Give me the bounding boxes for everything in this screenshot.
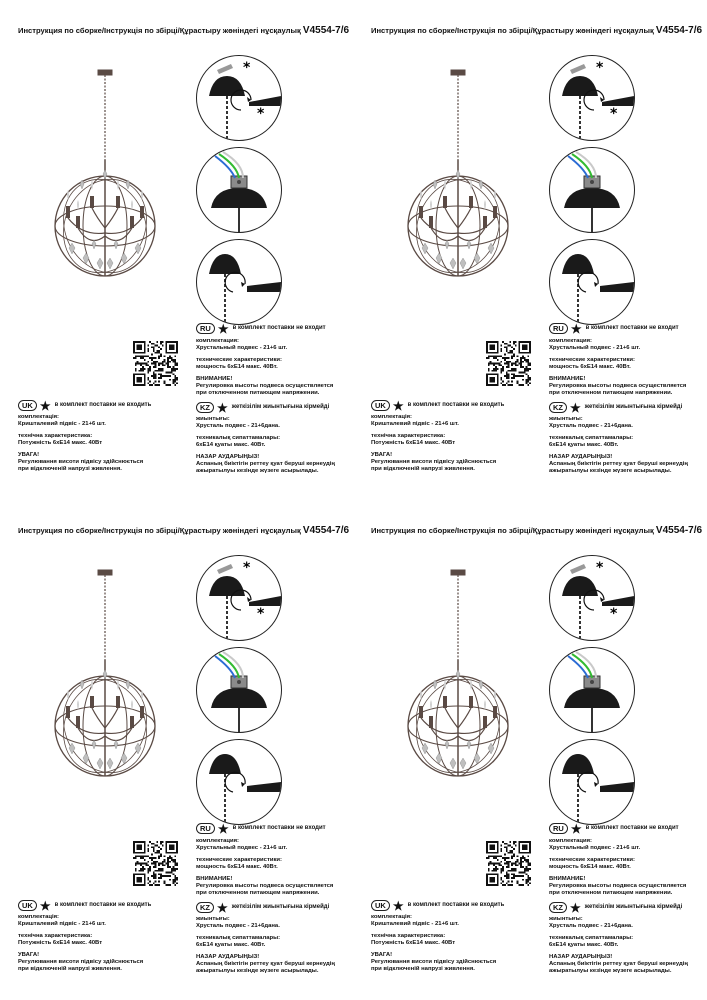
height-adjust-step-icon (550, 240, 634, 324)
step-circle (196, 55, 282, 141)
uk-section: UK ★ в комплект поставки не входить комплектація: Кришталевий підвіс - 21+6 шт. технічна характеристика: Потужність 6хE14 макс. 40Вт УВАГА! Регулювання висоти підвісу здійснюється при відключеній напрузі живлення. (371, 898, 505, 972)
instruction-panel (0, 0, 353, 500)
star-icon: ★ (217, 321, 229, 336)
svg-text:*: * (596, 60, 604, 76)
kz-section: KZ ★ жеткізілім жиынтығына кірмейді жиынтығы: Хрусталь подвес - 21+6дана. техникалық сипаттамалары: 6хE14 қуаты макс. 40Вт. НАЗАР АУДАРЫҢЫЗ! Аспаның биіктігін реттеу қуат беруші кернеудің ажыратылуы кезінде жүзеге асырылады. (549, 400, 688, 474)
star-icon: ★ (217, 400, 228, 415)
wiring-connection-step-icon (550, 648, 634, 732)
qr-code-icon (133, 841, 178, 886)
qr-code-icon (486, 841, 531, 886)
qr-code-icon (486, 341, 531, 386)
step-circle (196, 147, 282, 233)
height-adjust-step-icon (197, 740, 281, 824)
step-circle (549, 647, 635, 733)
ru-section: RU ★ в комплект поставки не входит комплектация: Хрустальный подвес - 21+6 шт. технические характеристики: мощность 6хE14 макс. 40Вт. ВНИМАНИЕ! Регулировка высоты подвеса осуществляется при отключенном питающем напряжении. (549, 321, 687, 396)
star-icon: ★ (392, 898, 404, 913)
height-adjust-step-icon (550, 740, 634, 824)
svg-text:*: * (610, 606, 618, 622)
svg-text:*: * (257, 106, 265, 122)
star-icon: ★ (217, 821, 229, 836)
page-title: Инструкция по сборке/Інструкція по збірці/Құрастыру жөніндегі нұсқаулық V4554-7/6 (18, 525, 350, 536)
lang-badge-ru: RU (549, 823, 568, 834)
ru-section: RU ★ в комплект поставки не входит комплектация: Хрустальный подвес - 21+6 шт. технические характеристики: мощность 6хE14 макс. 40Вт. ВНИМАНИЕ! Регулировка высоты подвеса осуществляется при отключенном питающем напряжении. (196, 321, 334, 396)
wiring-connection-step-icon (550, 148, 634, 232)
kz-section: KZ ★ жеткізілім жиынтығына кірмейді жиынтығы: Хрусталь подвес - 21+6дана. техникалық сипаттамалары: 6хE14 қуаты макс. 40Вт. НАЗАР АУДАРЫҢЫЗ! Аспаның биіктігін реттеу қуат беруші кернеудің ажыратылуы кезінде жүзеге асырылады. (196, 900, 335, 974)
svg-text:*: * (243, 60, 251, 76)
step-circle (196, 239, 282, 325)
star-icon: ★ (570, 900, 581, 915)
ceiling-cup-screw-step-icon (197, 556, 281, 640)
uk-section: UK ★ в комплект поставки не входить комплектація: Кришталевий підвіс - 21+6 шт. технічна характеристика: Потужність 6хE14 макс. 40Вт УВАГА! Регулювання висоти підвісу здійснюється при відключеній напрузі живлення. (18, 398, 152, 472)
svg-text:*: * (596, 560, 604, 576)
page-title: Инструкция по сборке/Інструкція по збірці/Құрастыру жөніндегі нұсқаулық V4554-7/6 (371, 525, 703, 536)
lang-badge-kz: KZ (549, 902, 567, 913)
ceiling-cup-screw-step-icon (550, 56, 634, 140)
chandelier-illustration-icon (405, 68, 511, 308)
star-icon: ★ (570, 821, 582, 836)
instruction-panel (353, 500, 706, 1000)
uk-section: UK ★ в комплект поставки не входить комплектація: Кришталевий підвіс - 21+6 шт. технічна характеристика: Потужність 6хE14 макс. 40Вт УВАГА! Регулювання висоти підвісу здійснюється при відключеній напрузі живлення. (18, 898, 152, 972)
kz-section: KZ ★ жеткізілім жиынтығына кірмейді жиынтығы: Хрусталь подвес - 21+6дана. техникалық сипаттамалары: 6хE14 қуаты макс. 40Вт. НАЗАР АУДАРЫҢЫЗ! Аспаның биіктігін реттеу қуат беруші кернеудің ажыратылуы кезінде жүзеге асырылады. (196, 400, 335, 474)
lang-badge-ru: RU (549, 323, 568, 334)
star-icon: ★ (39, 898, 51, 913)
step-circle (549, 55, 635, 141)
svg-text:*: * (243, 560, 251, 576)
lang-badge-kz: KZ (196, 402, 214, 413)
lang-badge-uk: UK (371, 400, 390, 411)
chandelier-illustration-icon (405, 568, 511, 808)
uk-section: UK ★ в комплект поставки не входить комплектація: Кришталевий підвіс - 21+6 шт. технічна характеристика: Потужність 6хE14 макс. 40Вт УВАГА! Регулювання висоти підвісу здійснюється при відключеній напрузі живлення. (371, 398, 505, 472)
star-icon: ★ (39, 398, 51, 413)
step-circle (549, 147, 635, 233)
model-number: V4554-7/6 (655, 25, 703, 36)
step-circle (196, 739, 282, 825)
ceiling-cup-screw-step-icon (197, 56, 281, 140)
step-circle (549, 555, 635, 641)
lang-badge-uk: UK (18, 400, 37, 411)
wiring-connection-step-icon (197, 648, 281, 732)
lang-badge-uk: UK (371, 900, 390, 911)
lang-badge-kz: KZ (196, 902, 214, 913)
lang-badge-uk: UK (18, 900, 37, 911)
instruction-panel (0, 500, 353, 1000)
svg-text:*: * (610, 106, 618, 122)
kz-section: KZ ★ жеткізілім жиынтығына кірмейді жиынтығы: Хрусталь подвес - 21+6дана. техникалық сипаттамалары: 6хE14 қуаты макс. 40Вт. НАЗАР АУДАРЫҢЫЗ! Аспаның биіктігін реттеу қуат беруші кернеудің ажыратылуы кезінде жүзеге асырылады. (549, 900, 688, 974)
qr-code-icon (133, 341, 178, 386)
step-circle (196, 555, 282, 641)
star-icon: ★ (570, 321, 582, 336)
step-circle (549, 239, 635, 325)
chandelier-illustration-icon (52, 568, 158, 808)
star-icon: ★ (392, 398, 404, 413)
page-title: Инструкция по сборке/Інструкція по збірці/Құрастыру жөніндегі нұсқаулық V4554-7/6 (371, 25, 703, 36)
model-number: V4554-7/6 (302, 25, 350, 36)
model-number: V4554-7/6 (655, 525, 703, 536)
instruction-panel (353, 0, 706, 500)
wiring-connection-step-icon (197, 148, 281, 232)
ru-section: RU ★ в комплект поставки не входит комплектация: Хрустальный подвес - 21+6 шт. технические характеристики: мощность 6хE14 макс. 40Вт. ВНИМАНИЕ! Регулировка высоты подвеса осуществляется при отключенном питающем напряжении. (549, 821, 687, 896)
height-adjust-step-icon (197, 240, 281, 324)
step-circle (196, 647, 282, 733)
step-circle (549, 739, 635, 825)
lang-badge-kz: KZ (549, 402, 567, 413)
page-title: Инструкция по сборке/Інструкція по збірці/Құрастыру жөніндегі нұсқаулық V4554-7/6 (18, 25, 350, 36)
star-icon: ★ (570, 400, 581, 415)
star-icon: ★ (217, 900, 228, 915)
chandelier-illustration-icon (52, 68, 158, 308)
model-number: V4554-7/6 (302, 525, 350, 536)
lang-badge-ru: RU (196, 823, 215, 834)
svg-text:*: * (257, 606, 265, 622)
lang-badge-ru: RU (196, 323, 215, 334)
ru-section: RU ★ в комплект поставки не входит комплектация: Хрустальный подвес - 21+6 шт. технические характеристики: мощность 6хE14 макс. 40Вт. ВНИМАНИЕ! Регулировка высоты подвеса осуществляется при отключенном питающем напряжении. (196, 821, 334, 896)
ceiling-cup-screw-step-icon (550, 556, 634, 640)
